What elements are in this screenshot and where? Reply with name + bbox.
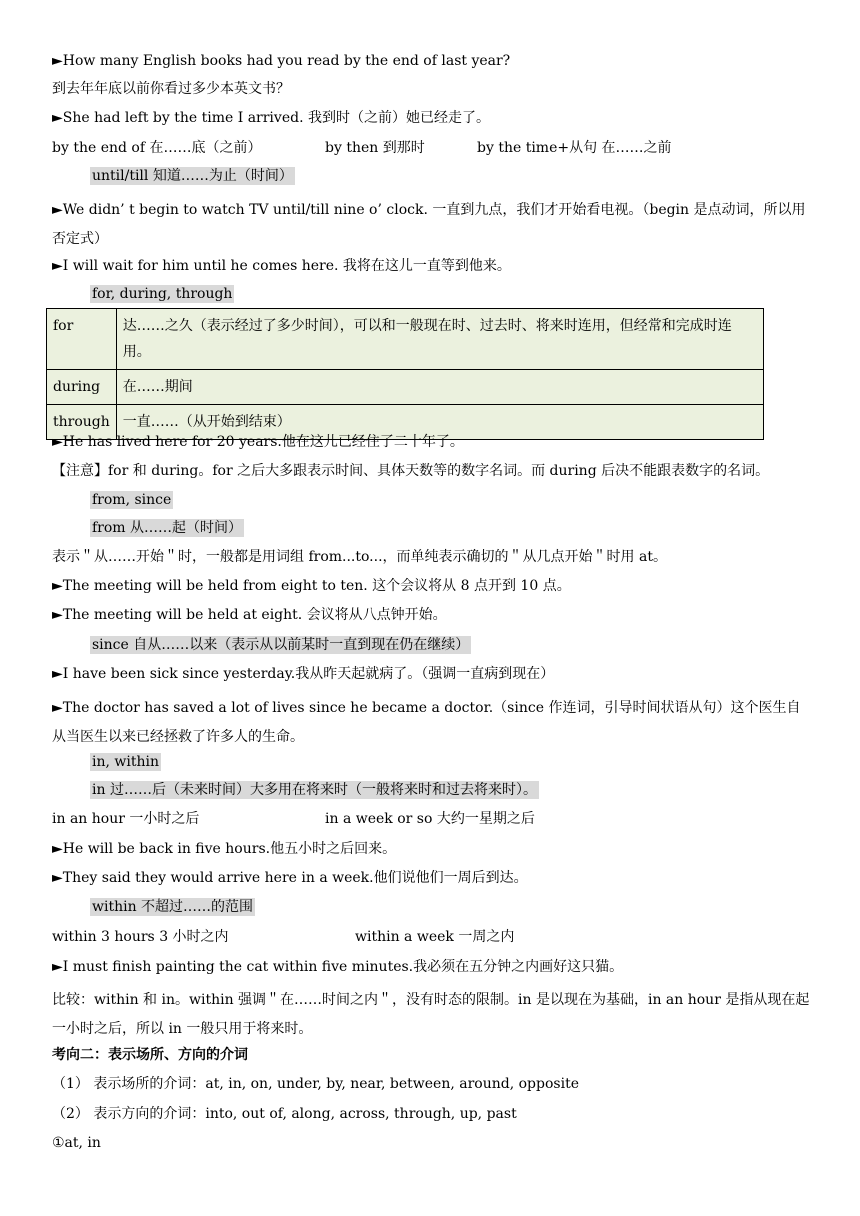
comparison-note: 比较：within 和 in。within 强调＂在……时间之内＂，没有时态的限制。in 是以现在为基础，in an hour 是指从现在起一小时之后，所以 in 一般只用于将来时。 xyxy=(52,992,810,1037)
highlight: in 过……后（未来时间）大多用在将来时（一般将来时和过去将来时）。 xyxy=(92,782,537,798)
section-heading-until xyxy=(90,166,295,186)
translation: 到去年年底以前你看过多少本英文书？ xyxy=(52,81,290,97)
example-sentence: ►The meeting will be held at eight. 会议将从八点钟开始。 xyxy=(52,607,447,623)
table-cell-meaning: 达……之久（表示经过了多少时间），可以和一般现在时、过去时、将来时连用，但经常和完成时连用。 xyxy=(116,309,763,370)
example-sentence: ►I have been sick since yesterday.我从昨天起就病了。（强调一直病到现在） xyxy=(52,666,555,682)
highlight: within 不超过……的范围 xyxy=(92,899,254,915)
preposition-table xyxy=(46,308,764,440)
phrase-item: in a week or so 大约一星期之后 xyxy=(325,811,535,827)
table-row xyxy=(47,309,764,370)
table-cell-word: for xyxy=(47,309,117,370)
phrase-item: within a week 一周之内 xyxy=(355,929,515,945)
list-item: （1） 表示场所的介词：at, in, on, under, by, near, between, around, opposite xyxy=(52,1076,579,1092)
highlight: from, since xyxy=(92,492,172,508)
example-sentence: ►How many English books had you read by the end of last year? xyxy=(52,53,511,69)
highlight: for, during, through xyxy=(92,286,233,302)
phrase-item: in an hour 一小时之后 xyxy=(52,811,200,827)
example-sentence: ►I will wait for him until he comes here. 我将在这儿一直等到他来。 xyxy=(52,258,511,274)
example-sentence: ►The doctor has saved a lot of lives since he became a doctor.（since 作连词，引导时间状语从句）这个医生自从当医生以来已经拯救了许多人的生命。 xyxy=(52,700,801,745)
example-sentence: ►The meeting will be held from eight to ten. 这个会议将从 8 点开到 10 点。 xyxy=(52,578,571,594)
section-heading-within xyxy=(90,897,255,917)
section-heading-from-since xyxy=(90,490,173,510)
section-heading-for-during-through xyxy=(90,284,234,304)
example-sentence: ►We didn’ t begin to watch TV until/till nine o’ clock. 一直到九点，我们才开始看电视。（begin 是点动词，所以用否定式） xyxy=(52,202,806,247)
phrase-item: by the end of 在……底（之前） xyxy=(52,140,262,156)
explanation: 表示＂从……开始＂时，一般都是用词组 from...to...，而单纯表示确切的＂从几点开始＂时用 at。 xyxy=(52,549,667,565)
phrase-item: by then 到那时 xyxy=(325,140,425,156)
section-heading-since xyxy=(90,635,471,655)
example-sentence: ►They said they would arrive here in a week.他们说他们一周后到达。 xyxy=(52,870,528,886)
phrase-item: within 3 hours 3 小时之内 xyxy=(52,929,229,945)
highlight: in, within xyxy=(92,754,159,770)
note: 【注意】for 和 during。for 之后大多跟表示时间、具体天数等的数字名词。而 during 后决不能跟表数字的名词。 xyxy=(52,463,770,479)
phrase-item: by the time+从句 在……之前 xyxy=(477,140,672,156)
table-row xyxy=(47,370,764,405)
highlight: until/till 知道……为止（时间） xyxy=(92,168,293,184)
section-heading-in-within xyxy=(90,752,161,772)
section-heading-in xyxy=(90,780,539,800)
table-cell-meaning: 一直……（从开始到结束） xyxy=(116,405,763,440)
table-cell-word: during xyxy=(47,370,117,405)
highlight: since 自从……以来（表示从以前某时一直到现在仍在继续） xyxy=(92,637,470,653)
section-title: 考向二：表示场所、方向的介词 xyxy=(52,1047,248,1063)
highlight: from 从……起（时间） xyxy=(92,520,243,536)
section-heading-from xyxy=(90,518,244,538)
example-sentence: ►He will be back in five hours.他五小时之后回来。 xyxy=(52,841,397,857)
example-sentence: ►He has lived here for 20 years.他在这儿已经住了二十年了。 xyxy=(52,434,464,450)
table-cell-word: through xyxy=(47,405,117,440)
table-cell-meaning: 在……期间 xyxy=(116,370,763,405)
subsection-title: ①at, in xyxy=(52,1135,101,1151)
example-sentence: ►I must finish painting the cat within five minutes.我必须在五分钟之内画好这只猫。 xyxy=(52,959,624,975)
example-sentence: ►She had left by the time I arrived. 我到时（之前）她已经走了。 xyxy=(52,110,490,126)
list-item: （2） 表示方向的介词：into, out of, along, across, through, up, past xyxy=(52,1106,517,1122)
